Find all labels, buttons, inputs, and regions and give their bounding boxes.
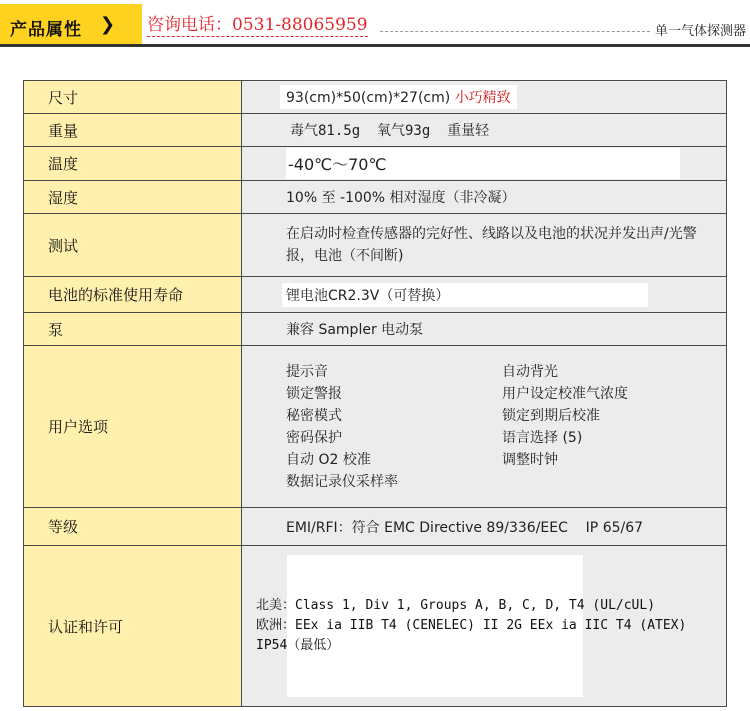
size-note: 小巧精致	[454, 90, 511, 106]
options-right-column	[502, 361, 718, 493]
list-item: 数据记录仪采样率	[286, 473, 398, 490]
spec-label-temperature: 温度	[24, 147, 242, 181]
table-row	[24, 181, 727, 214]
certification-line: 欧洲：EEx ia IIB T4 (CENELEC) II 2G EEx ia IIC T4 (ATEX)	[256, 618, 687, 633]
spec-table	[23, 80, 727, 707]
spec-value-rating: EMI/RFI：符合 EMC Directive 89/336/EEC IP 65/67	[242, 508, 727, 546]
list-item: 自动背光	[502, 363, 558, 380]
spec-label-battery: 电池的标准使用寿命	[24, 277, 242, 313]
certification-text	[256, 596, 686, 656]
list-item: 用户设定校准气浓度	[502, 385, 628, 402]
certification-line: IP54（最低）	[256, 638, 340, 653]
table-row	[24, 277, 727, 313]
spec-value-test	[242, 214, 727, 277]
list-item: 自动 O2 校准	[286, 451, 371, 468]
list-item: 语言选择 (5)	[502, 429, 583, 446]
header-tab-title: 产品属性	[10, 20, 82, 40]
table-row	[24, 147, 727, 181]
certification-line: 北美：Class 1, Div 1, Groups A, B, C, D, T4 (UL/cUL)	[256, 598, 656, 613]
list-item: 提示音	[286, 363, 328, 380]
size-value: 93(cm)*50(cm)*27(cm)	[286, 90, 451, 106]
spec-label-humidity: 湿度	[24, 181, 242, 214]
spec-value-options	[242, 346, 727, 508]
spec-label-rating: 等级	[24, 508, 242, 546]
spec-value-certification	[242, 546, 727, 707]
table-row	[24, 114, 727, 147]
spec-label-weight: 重量	[24, 114, 242, 147]
spec-label-certification: 认证和许可	[24, 546, 242, 707]
table-row	[24, 313, 727, 346]
battery-value: 锂电池CR2.3V（可替换）	[282, 283, 648, 307]
header-underline	[0, 44, 750, 47]
header-phone: 咨询电话：0531-88065959	[147, 10, 368, 37]
spec-label-size: 尺寸	[24, 81, 242, 114]
list-item: 锁定警报	[286, 385, 342, 402]
spec-label-pump: 泵	[24, 313, 242, 346]
list-item: 秘密模式	[286, 407, 342, 424]
table-row	[24, 346, 727, 508]
table-row	[24, 546, 727, 707]
test-value: 在启动时检查传感器的完好性、线路以及电池的状况并发出声/光警报，电池（不间断)	[286, 226, 697, 264]
certification-box	[242, 546, 726, 706]
temperature-value: -40℃～70℃	[286, 148, 680, 179]
header-product-name: 单一气体探测器	[654, 24, 746, 39]
options-left-column	[286, 361, 502, 493]
spec-value-size	[242, 81, 727, 114]
header-divider	[380, 31, 650, 32]
header-tab	[0, 4, 142, 44]
table-row	[24, 214, 727, 277]
list-item: 锁定到期后校准	[502, 407, 600, 424]
options-columns	[286, 361, 726, 493]
chevron-right-icon: ❯	[100, 14, 116, 35]
spec-value-weight	[242, 114, 727, 147]
spec-value-battery	[242, 277, 727, 313]
spec-label-test: 测试	[24, 214, 242, 277]
list-item: 密码保护	[286, 429, 342, 446]
spec-label-options: 用户选项	[24, 346, 242, 508]
weight-value: 毒气81.5g 氧气93g 重量轻	[290, 123, 490, 139]
list-item: 调整时钟	[502, 451, 558, 468]
table-row	[24, 508, 727, 546]
spec-value-humidity: 10% 至 -100% 相对湿度（非冷凝）	[242, 181, 727, 214]
spec-value-temperature	[242, 147, 727, 181]
table-row	[24, 81, 727, 114]
spec-value-pump: 兼容 Sampler 电动泵	[242, 313, 727, 346]
